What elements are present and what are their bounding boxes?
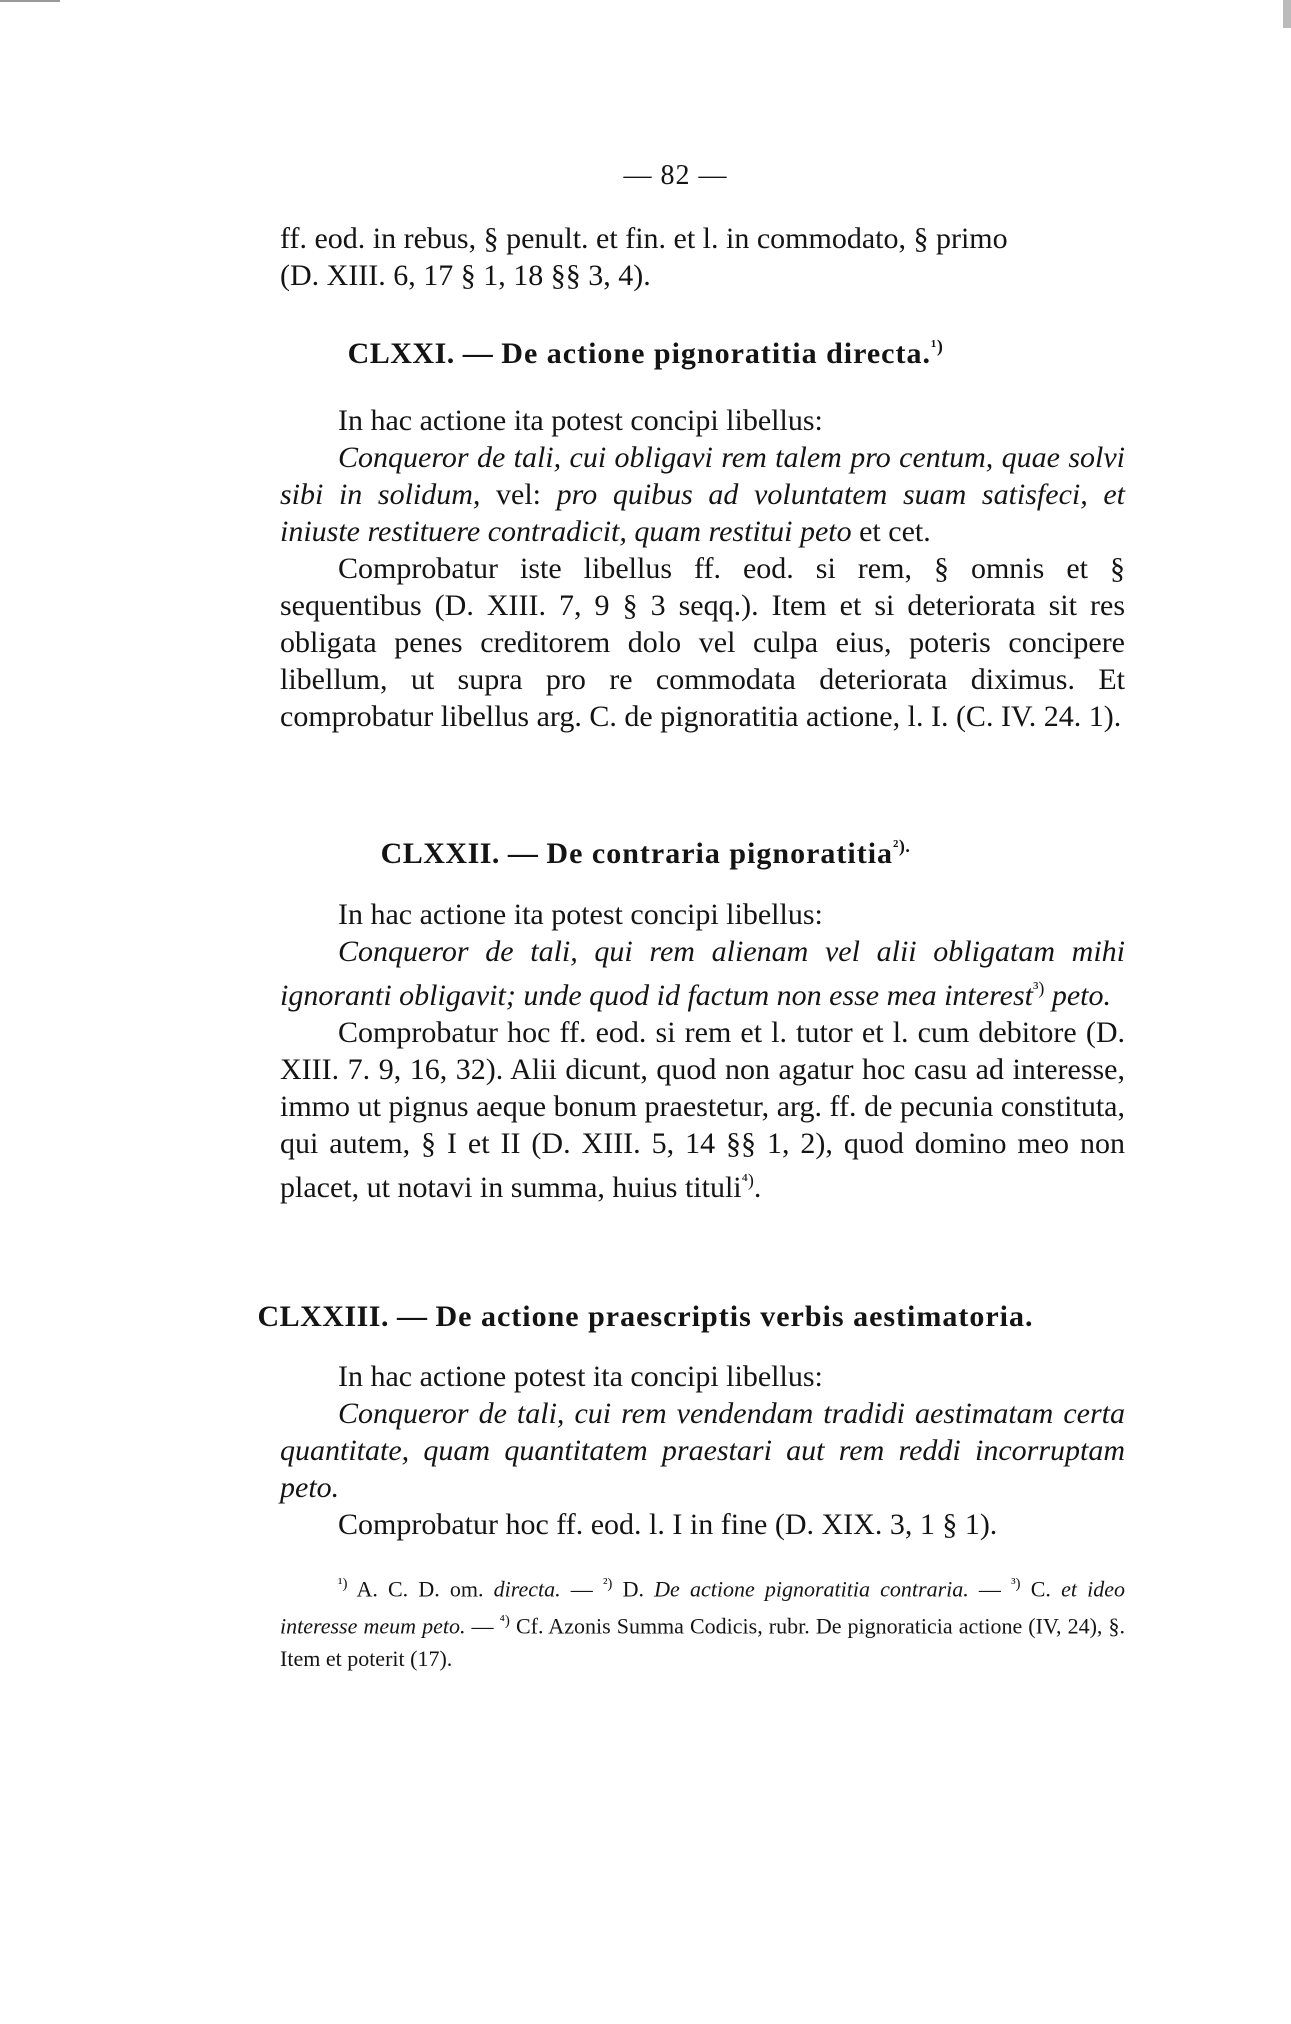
section-172-body: [280, 896, 1125, 1206]
section-172-commentary: [280, 1014, 1125, 1206]
section-171-formula-part-2: pro quibus ad voluntatem suam satisfeci, et iniuste restituere contradicit, quam restitui peto: [280, 478, 1125, 548]
section-171-body: [280, 402, 1125, 735]
footnote-1-separator: —: [560, 1576, 603, 1602]
section-172-dash: —: [507, 837, 539, 870]
section-172-commentary-footnote-ref: ⁴): [741, 1170, 754, 1190]
footnote-2-mark: ²): [602, 1576, 613, 1592]
footnote-3-italic: et ideo interesse meum peto.: [280, 1576, 1125, 1639]
section-173-body: [280, 1358, 1125, 1543]
section-171-formula-end: et cet.: [851, 515, 931, 548]
footnote-2-separator: —: [968, 1576, 1012, 1602]
top-paragraph: [280, 220, 1125, 294]
section-171-dash: —: [462, 337, 494, 370]
page-number-text: — 82 —: [623, 160, 728, 191]
section-172-footnote-ref: ²).: [893, 836, 911, 856]
section-172-formula-footnote-ref: ³): [1032, 978, 1045, 998]
top-paragraph-line-2: (D. XIII. 6, 17 § 1, 18 §§ 3, 4).: [280, 259, 651, 292]
section-172-commentary-text: Comprobatur hoc ff. eod. si rem et l. tutor et l. cum debitore (D. XIII. 7. 9, 16, 32). Alii dicunt, quod non agatur hoc casu ad interesse, immo ut pignus aeque bonum praestetur, arg. ff. de pecunia constituta, qui autem, § I et II (D. XIII. 5, 14 §§ 1, 2), quod domino meo non placet, ut notavi in summa, huius tituli: [280, 1016, 1125, 1204]
section-173-intro: In hac actione potest ita concipi libellus:: [338, 1360, 823, 1393]
footnote-3-mark: ³): [1011, 1576, 1021, 1592]
footnote-3-text: C.: [1020, 1576, 1062, 1602]
footnote-1-italic: directa.: [493, 1576, 561, 1602]
section-172-commentary-end: .: [753, 1171, 762, 1204]
section-171-heading: [0, 336, 1291, 371]
section-171-formula-part-1: Conqueror de tali, cui obligavi rem talem pro centum, quae solvi sibi in solidum,: [280, 441, 1125, 511]
footnote-lines: [280, 1568, 1125, 1675]
top-paragraph-line-1: ff. eod. in rebus, § penult. et fin. et l. in commodato, § primo: [280, 222, 1008, 255]
section-171-number: CLXXI.: [347, 337, 455, 370]
section-173-title: De actione praescriptis verbis aestimatoria.: [435, 1300, 1034, 1333]
section-173-heading: [0, 1300, 1291, 1334]
footnote-2-italic: De actione pignoratitia contraria.: [654, 1576, 969, 1602]
page-number: [0, 160, 1291, 192]
footnote-1-mark: ¹): [338, 1576, 348, 1592]
section-173-formula: Conqueror de tali, cui rem vendendam tradidi aestimatam certa quantitate, quam quantitatem praestari aut rem reddi incorruptam peto.: [280, 1397, 1125, 1504]
footnote-2-text: D.: [612, 1576, 655, 1602]
section-172-formula: [280, 933, 1125, 1014]
footnote-4-mark: ⁴): [499, 1613, 510, 1630]
section-173-dash: —: [396, 1300, 428, 1333]
section-171-title: De actione pignoratitia directa.: [501, 337, 931, 370]
section-172-heading: [0, 836, 1291, 871]
section-171-intro: In hac actione ita potest concipi libellus:: [338, 404, 823, 437]
section-172-formula-text: Conqueror de tali, qui rem alienam vel alii obligatam mihi ignoranti obligavit; unde quod id factum non esse mea interest: [280, 935, 1125, 1012]
footnote-3-separator: —: [465, 1613, 500, 1639]
section-171-formula: [280, 439, 1125, 550]
scan-edge-mark: [0, 0, 60, 2]
section-171-formula-vel: vel:: [480, 478, 557, 511]
section-172-title: De contraria pignoratitia: [546, 837, 894, 870]
section-173-number: CLXXIII.: [257, 1300, 389, 1333]
section-172-number: CLXXII.: [380, 837, 500, 870]
section-172-formula-end: peto.: [1044, 979, 1112, 1012]
section-171-commentary: Comprobatur iste libellus ff. eod. si rem, § omnis et § sequentibus (D. XIII. 7, 9 § 3 seqq.). Item et si deteriorata sit res obligata penes creditorem dolo vel culpa eius, poteris concipere libellum, ut supra pro re commodata deteriorata diximus. Et comprobatur libellus arg. C. de pignoratitia actione, l. I. (C. IV. 24. 1).: [280, 552, 1125, 733]
footnote-1-text: A. C. D. om.: [347, 1576, 494, 1602]
section-173-commentary: Comprobatur hoc ff. eod. l. I in fine (D. XIX. 3, 1 § 1).: [338, 1508, 998, 1541]
footnote-4-text: Cf. Azonis Summa Codicis, rubr. De pignoraticia actione (IV, 24), §. Item et poterit (17).: [280, 1613, 1125, 1671]
scan-edge-mark-right: [1283, 0, 1291, 28]
section-172-intro: In hac actione ita potest concipi libellus:: [338, 898, 823, 931]
footnotes: [280, 1568, 1125, 1675]
section-171-footnote-ref: ¹): [931, 336, 944, 356]
